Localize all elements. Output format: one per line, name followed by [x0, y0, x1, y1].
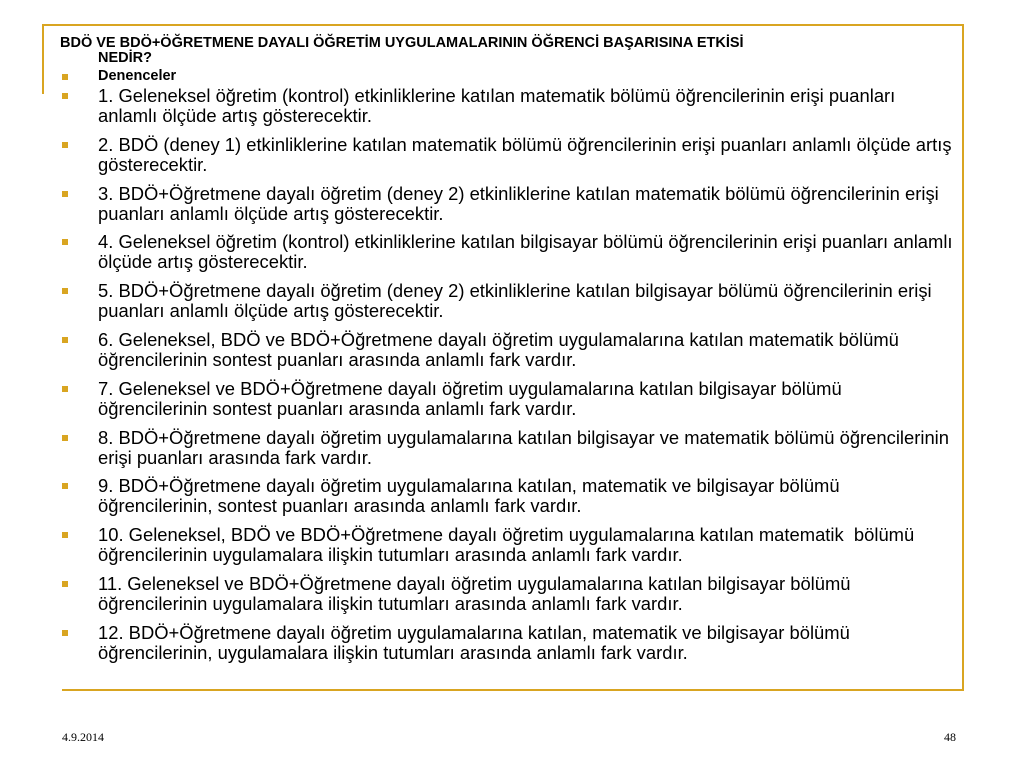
list-item-text: 11. Geleneksel ve BDÖ+Öğretmene dayalı öğretim uygulamalarına katılan bilgisayar bölümü öğrencilerinin uygulamalara ilişkin tutumları arasında anlamlı fark vardır.: [98, 572, 856, 614]
list-item: [60, 86, 955, 126]
list-item-text: 4. Geleneksel öğretim (kontrol) etkinliklerine katılan bilgisayar bölümü öğrencilerinin erişi puanları anlamlı ölçüde artış gösterecektir.: [98, 231, 958, 273]
slide-title-line1: BDÖ VE BDÖ+ÖĞRETMENE DAYALI ÖĞRETİM UYGULAMALARININ ÖĞRENCİ BAŞARISINA ETKİSİ: [60, 35, 744, 51]
list-item: [60, 281, 955, 321]
top-divider-line: [42, 24, 964, 26]
list-item: [60, 330, 955, 370]
list-item-text: 5. BDÖ+Öğretmene dayalı öğretim (deney 2) etkinliklerine katılan bilgisayar bölümü öğrencilerinin erişi puanları anlamlı ölçüde artış gösterecektir.: [98, 280, 937, 322]
bullet-square-icon: [62, 288, 68, 294]
list-item-text: 7. Geleneksel ve BDÖ+Öğretmene dayalı öğretim uygulamalarına katılan bilgisayar bölümü öğrencilerinin sontest puanları arasında anlamlı fark vardır.: [98, 377, 847, 419]
slide-content: [60, 35, 958, 672]
hypothesis-list: [60, 85, 958, 663]
left-divider-line: [42, 24, 44, 94]
list-item: [60, 184, 955, 224]
list-item: [60, 231, 958, 273]
bullet-square-icon: [62, 93, 68, 99]
list-item-text: 12. BDÖ+Öğretmene dayalı öğretim uygulamalarına katılan, matematik ve bilgisayar bölümü öğrencilerinin, uygulamalara ilişkin tutumları arasında anlamlı fark vardır.: [98, 621, 855, 663]
list-item: [60, 476, 955, 516]
bullet-square-icon: [62, 74, 68, 80]
list-item-text: 10. Geleneksel, BDÖ ve BDÖ+Öğretmene dayalı öğretim uygulamalarına katılan matematik bölümü öğrencilerinin uygulamalara ilişkin tutumları arasında anlamlı fark vardır.: [98, 524, 920, 566]
bullet-square-icon: [62, 142, 68, 148]
list-item: [60, 574, 955, 614]
bottom-divider-line: [62, 689, 964, 691]
bullet-square-icon: [62, 630, 68, 636]
right-divider-line: [962, 24, 964, 690]
bullet-square-icon: [62, 483, 68, 489]
page-number: 48: [944, 730, 956, 744]
list-item: [60, 623, 955, 663]
list-item-text: 1. Geleneksel öğretim (kontrol) etkinliklerine katılan matematik bölümü öğrencilerinin erişi puanları anlamlı ölçüde artış gösterecektir.: [98, 85, 901, 126]
list-item-text: 6. Geleneksel, BDÖ ve BDÖ+Öğretmene dayalı öğretim uygulamalarına katılan matematik bölümü öğrencilerinin sontest puanları arasında anlamlı fark vardır.: [98, 328, 905, 370]
slide-title: [60, 36, 955, 66]
bullet-square-icon: [62, 337, 68, 343]
list-item-text: 2. BDÖ (deney 1) etkinliklerine katılan matematik bölümü öğrencilerinin erişi puanları anlamlı ölçüde artış gösterecektir.: [98, 133, 957, 175]
list-item-text: 8. BDÖ+Öğretmene dayalı öğretim uygulamalarına katılan bilgisayar ve matematik bölümü öğrencilerinin erişi puanları arasında fark vardır.: [98, 426, 955, 468]
list-item-text: 9. BDÖ+Öğretmene dayalı öğretim uygulamalarına katılan, matematik ve bilgisayar bölümü öğrencilerinin, sontest puanları arasında anlamlı fark vardır.: [98, 475, 845, 517]
bullet-square-icon: [62, 532, 68, 538]
list-item: [60, 135, 955, 175]
subheading-text: Denenceler: [98, 68, 177, 84]
bullet-square-icon: [62, 435, 68, 441]
list-item: [60, 379, 955, 419]
list-item: [60, 428, 955, 468]
bullet-square-icon: [62, 581, 68, 587]
slide-title-line2: NEDİR?: [98, 50, 152, 66]
list-item: [60, 525, 955, 565]
bullet-square-icon: [62, 239, 68, 245]
footer-date: 4.9.2014: [62, 730, 104, 744]
bullet-square-icon: [62, 386, 68, 392]
list-item-text: 3. BDÖ+Öğretmene dayalı öğretim (deney 2) etkinliklerine katılan matematik bölümü öğrencilerinin erişi puanları anlamlı ölçüde artış gösterecektir.: [98, 182, 944, 224]
subheading: [60, 68, 955, 84]
bullet-square-icon: [62, 191, 68, 197]
